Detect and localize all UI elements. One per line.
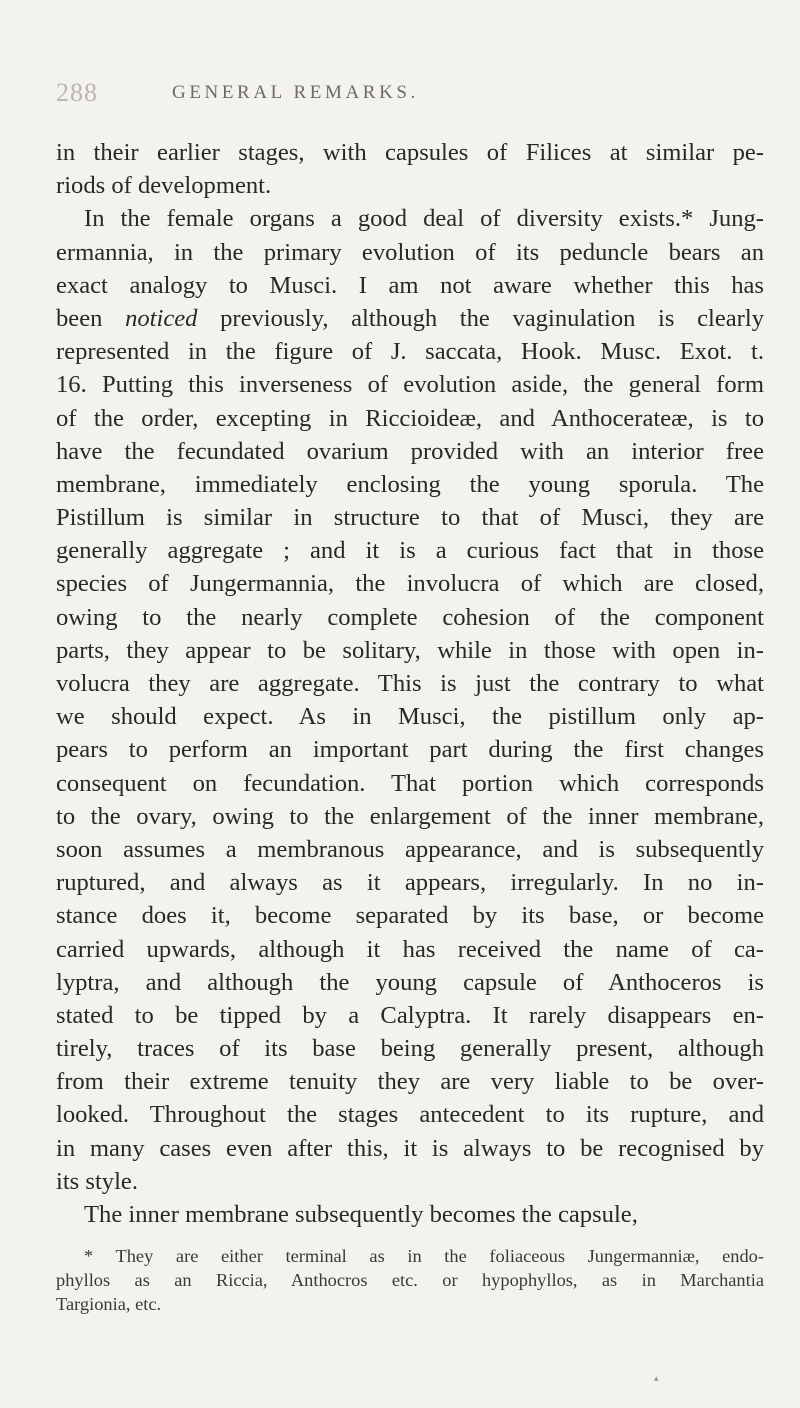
text-line: we should expect. As in Musci, the pistillum only ap- bbox=[56, 703, 764, 731]
text-line: In the female organs a good deal of diversity exists.* Jung- bbox=[84, 205, 764, 233]
text-line: ermannia, in the primary evolution of its peduncle bears an bbox=[56, 238, 764, 266]
text-line: consequent on fecundation. That portion which corresponds bbox=[56, 769, 764, 797]
text-line: ruptured, and always as it appears, irregularly. In no in- bbox=[56, 869, 764, 897]
text-line: exact analogy to Musci. I am not aware whether this has bbox=[56, 271, 764, 299]
text-line: generally aggregate ; and it is a curious fact that in those bbox=[56, 537, 764, 565]
text-segment: been bbox=[56, 304, 126, 332]
footnote-line: phyllos as an Riccia, Anthocros etc. or hypophyllos, as in Marchantia bbox=[56, 1270, 764, 1290]
text-line: stated to be tipped by a Calyptra. It rarely disappears en- bbox=[56, 1001, 764, 1029]
text-line: its style. bbox=[56, 1167, 138, 1195]
emphasized-word: noticed bbox=[125, 304, 198, 332]
footnote bbox=[56, 1244, 764, 1316]
text-line: Pistillum is similar in structure to that of Musci, they are bbox=[56, 504, 764, 532]
text-line: membrane, immediately enclosing the young sporula. The bbox=[56, 470, 764, 498]
printer-mark: ▴ bbox=[654, 1373, 659, 1383]
text-line: pears to perform an important part during the first changes bbox=[56, 736, 764, 764]
footnote-line: Targionia, etc. bbox=[56, 1294, 162, 1314]
text-line: riods of development. bbox=[56, 172, 272, 200]
text-line: volucra they are aggregate. This is just the contrary to what bbox=[56, 670, 764, 697]
text-line: have the fecundated ovarium provided with an interior free bbox=[56, 437, 764, 465]
text-line: looked. Throughout the stages antecedent to its rupture, and bbox=[56, 1101, 764, 1129]
text-line: stance does it, become separated by its base, or become bbox=[56, 902, 764, 930]
text-line: owing to the nearly complete cohesion of the component bbox=[56, 603, 764, 631]
text-line: 16. Putting this inverseness of evolution aside, the general form bbox=[56, 371, 764, 399]
text-line: The inner membrane subsequently becomes the capsule, bbox=[84, 1201, 638, 1228]
text-line: represented in the figure of J. saccata, Hook. Musc. Exot. t. bbox=[56, 338, 764, 366]
text-segment: previously, although the vaginulation is clearly bbox=[197, 304, 764, 332]
text-line: tirely, traces of its base being generally present, although bbox=[56, 1035, 764, 1063]
text-line: carried upwards, although it has received the name of ca- bbox=[56, 935, 764, 963]
text-line: soon assumes a membranous appearance, and is subsequently bbox=[56, 835, 764, 863]
text-line: in many cases even after this, it is always to be recognised by bbox=[56, 1134, 764, 1162]
main-text bbox=[56, 136, 764, 1231]
text-line: in their earlier stages, with capsules of Filices at similar pe- bbox=[56, 139, 764, 166]
text-line: lyptra, and although the young capsule of Anthoceros is bbox=[56, 968, 764, 996]
running-title: GENERAL REMARKS. bbox=[172, 82, 419, 103]
text-line: species of Jungermannia, the involucra of which are closed, bbox=[56, 570, 764, 598]
running-header bbox=[56, 78, 680, 108]
text-line: parts, they appear to be solitary, while in those with open in- bbox=[56, 636, 764, 664]
text-line: of the order, excepting in Riccioideæ, and Anthocerateæ, is to bbox=[56, 404, 764, 432]
page-number: 288 bbox=[56, 78, 98, 107]
footnote-line: * They are either terminal as in the foliaceous Jungermanniæ, endo- bbox=[84, 1246, 764, 1266]
text-line bbox=[56, 302, 764, 335]
text-line: from their extreme tenuity they are very liable to be over- bbox=[56, 1068, 764, 1096]
text-line: to the ovary, owing to the enlargement of the inner membrane, bbox=[56, 802, 764, 830]
